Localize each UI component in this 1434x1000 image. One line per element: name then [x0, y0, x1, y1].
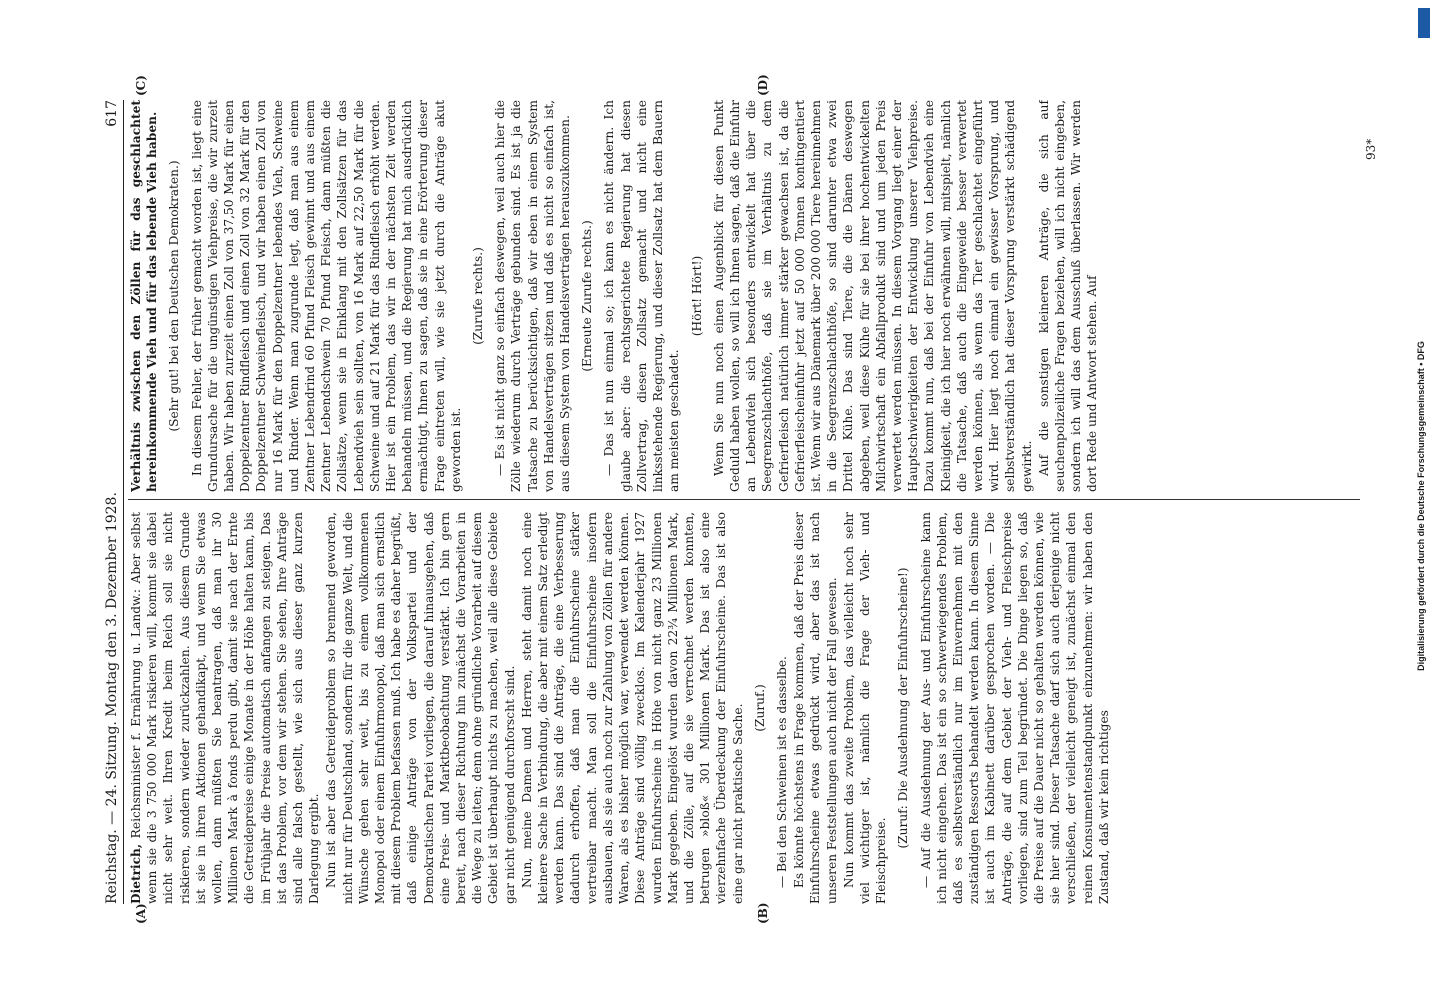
sidebar-credit — [1408, 6, 1434, 996]
paragraph: (Zuruf: Die Ausdehnung der Einfuhrscheine!) — [896, 567, 911, 849]
paragraph — [711, 100, 1035, 492]
paragraph: (Zurufe rechts.) — [471, 247, 486, 345]
margin-mark-d: (D) — [756, 74, 770, 96]
paragraph-text: Nun ist aber das Getreideproblem so brennend geworden, nicht nur für Deutschland, sondern für die ganze Welt, und die Wünsche gehen sehr weit, bis zu einem vollkommenen Monopol oder einem Einfuhrmonopol, daß man sich ernstlich mit diesem Problem befassen muß. Ich habe es daher begrüßt, daß einige Anträge von der Volkspartei und der Demokratischen Partei vorliegen, die darauf hinausgehen, daß eine Preis- und Marktbeobachtung verstärkt. Ich bin gern bereit, nach dieser Richtung hin zunächst die Vorarbeiten in die Wege zu leiten; denn ohne gründliche Vorarbeit auf diesem Gebiet ist überhaupt nichts zu machen, weil alle diese Gebiete gar nicht genügend durchforscht sind. — [324, 512, 517, 904]
paragraph — [519, 512, 746, 904]
paragraph — [841, 512, 890, 904]
paragraph — [774, 512, 790, 904]
running-title: Reichstag. — 24. Sitzung. Montag den 3. Dezember 1928. — [104, 492, 120, 904]
paragraph-text: Wenn Sie nun noch einen Augenblick für diesen Punkt Geduld haben wollen, so will ich Ihnen sagen, daß die Einfuhr an Lebendvieh sich besonders entwickelt hat über die Seegrenzschlachthöfe, daß sie im Verhältnis zu dem Gefrierfleisch natürlich immer stärker gewachsen ist, da die Gefrierfleischeinfuhr jetzt auf 50 000 Tonnen kontingentiert ist. Wenn wir aus Dänemark über 200 000 Tiere hereinnehmen in die Seegrenzschlachthöfe, so sind darunter etwa zwei Drittel Kühe. Das sind Tiere, die die Dänen deswegen abgeben, weil diese Kühe für sie bei ihrer hochentwickelten Milchwirtschaft ein Abfallprodukt sind und um jeden Preis verwertet werden müssen. In diesem Vorgang liegt einer der Hauptschwierigkeiten der Entwicklung unserer Viehpreise. Dazu kommt nun, daß bei der Einfuhr von Lebendvieh eine Kleinigkeit, die ich hier noch erwähnen will, mitspielt, nämlich die Tatsache, daß auch die Eingeweide besser verwertet werden können, als wenn das Tier geschlachtet eingeführt wird. Hier liegt noch einmal ein gewisser Vorsprung, und selbstverständlich hat dieser Vorsprung verstärkt schädigend gewirkt. — [711, 100, 1034, 492]
running-header — [96, 100, 124, 904]
paragraph-text: Es könnte höchstens in Frage kommen, daß der Preis dieser Einfuhrscheine etwas gedrückt wird, aber das ist nach unseren Feststellungen auch nicht der Fall gewesen. — [792, 512, 839, 904]
column-divider — [128, 499, 1360, 500]
bold-lead: Dietrich, — [129, 843, 143, 904]
left-column — [128, 512, 1360, 904]
page-number: 617 — [104, 100, 120, 127]
right-column — [128, 100, 1360, 492]
paragraph — [189, 100, 464, 492]
paragraph — [918, 512, 1112, 904]
paragraph: (Sehr gut! bei den Deutschen Demokraten.) — [167, 160, 182, 432]
paragraph — [128, 512, 322, 904]
paragraph-text: Nun kommt das zweite Problem, das vielleicht noch sehr viel wichtiger ist, nämlich die Frage der Vieh- und Fleischpreise. — [841, 512, 889, 904]
paragraph-text: Nun, meine Damen und Herren, steht damit noch eine kleinere Sache in Verbindung, die aber mit einem Satz erledigt werden kann. Das sind die Anträge, die eine Verbesserung dadurch erhoffen, daß man die Einfuhrscheine stärker vertreibar macht. Man soll die Einfuhrscheine insofern ausbauen, als sie auch noch zur Zahlung von Zöllen für andere Waren, als es bisher möglich war, verwendet werden können. Diese Anträge sind völlig zwecklos. Im Kalenderjahr 1927 wurden Einfuhrscheine in Höhe von nicht ganz 23 Millionen Mark gegeben. Eingelöst wurden davon 22¾ Millionen Mark, und die Zölle, auf die sie verrechnet werden konnten, betrugen »bloß« 301 Millionen Mark. Das ist also eine vierzehnfache Überdeckung der Einfuhrscheine. Das ist also eine gar nicht praktische Sache. — [519, 512, 745, 904]
paragraph — [492, 100, 573, 492]
margin-mark-c: (C) — [134, 75, 148, 96]
margin-mark-b: (B) — [756, 902, 770, 924]
catchword: 93* — [1364, 138, 1378, 160]
paragraph-text: — Bei den Schweinen ist es dasselbe. — [774, 656, 789, 888]
paragraph — [1036, 100, 1101, 492]
paragraph-text: Reichsminister f. Ernährung u. Landw.: Aber selbst wenn sie die 3 750 000 Mark riskieren will, kommt sie dabei nicht sehr weit. Ihren Kredit beim Reich soll sie nicht riskieren, sondern wieder zurückzahlen. Aus diesem Grunde ist sie in ihren Aktionen gehandikapt, und wenn Sie etwas wollen, dann müßten Sie beantragen, daß man ihr 30 Millionen Mark à fonds perdu gibt, damit sie nach der Ernte die Getreidepreise einige Monate in der Höhe halten kann, bis im Frühjahr die Preise automatisch anfangen zu steigen. Das ist das Problem, vor dem wir stehen. Sie sehen, Ihre Anträge sind alle falsch gestellt, wie sich aus dieser ganz kurzen Darlegung ergibt. — [129, 512, 322, 904]
paragraph-text: — Es ist nicht ganz so einfach deswegen, weil auch hier die Zölle wiederum durch Verträge gebunden sind. Es ist ja die Tatsache zu berücksichtigen, daß wir eben in einem System von Handelsverträgen sitzen und daß es nicht so einfach ist, aus diesem System von Handelsverträgen herauszukommen. — [493, 100, 573, 492]
credit-text: Digitalisierung gefördert durch die Deutsche Forschungsgemeinschaft • DFG — [1416, 341, 1426, 671]
paragraph: (Erneute Zurufe rechts.) — [580, 220, 595, 372]
margin-mark-a: (A) — [134, 903, 148, 924]
paragraph — [323, 512, 517, 904]
bold-lead: Verhältnis zwischen den Zöllen für das geschlachtet hereinkommende Vieh und für das lebende Vieh haben. — [129, 100, 160, 492]
paragraph — [128, 100, 160, 492]
paragraph: (Hört! Hört!) — [689, 255, 704, 337]
paragraph-text: — Das ist nun einmal so; ich kann es nicht ändern. Ich glaube aber: die rechtsgerichtete Regierung hat diesen Zollvertrag, diesen Zollsatz gemacht und nicht eine linksstehende Regierung, und dieser Zollsatz hat dem Bauern am meisten geschadet. — [602, 100, 682, 492]
paragraph-text: In diesem Fehler, der früher gemacht worden ist, liegt eine Grundursache für die ungünstigen Viehpreise, die wir zurzeit haben. Wir haben zurzeit einen Zoll von 37,50 Mark für einen Doppelzentner Rindfleisch und einen Zoll von 32 Mark für den Doppelzentner Schweinefleisch, und wir haben einen Zoll von nur 16 Mark für den Doppelzentner lebendes Vieh, Schweine und Rinder. Wenn man zugrunde legt, daß man aus einem Zentner Lebendrind 60 Pfund Fleisch gewinnt und aus einem Zentner Lebendschwein 70 Pfund Fleisch, dann müßten die Zollsätze, wenn sie in Einklang mit den Zollsätzen für das Lebendvieh sein sollten, von 16 Mark auf 22,50 Mark für die Schweine und auf 21 Mark für das Rindfleisch erhöht werden. Hier ist ein Problem, das wir in der nächsten Zeit werden behandeln müssen, und die Regierung hat mich ausdrücklich ermächtigt, Ihnen zu sagen, daß sie in eine Erörterung dieser Frage eintreten will, wie sie jetzt durch die Anträge akut geworden ist. — [189, 100, 463, 492]
paragraph-text: — Auf die Ausdehnung der Aus- und Einfuhrscheine kann ich nicht eingehen. Das ist ein so schwerwiegendes Problem, daß es selbstverständlich nur im Einvernehmen mit den zuständigen Ressorts behandelt werden kann. In diesem Sinne ist auch im Kabinett darüber gesprochen worden. — Die Anträge, die auf dem Gebiet der Vieh- und Fleischpreise vorliegen, sind zum Teil begründet. Die Dinge liegen so, daß die Preise auf die Dauer nicht so gehalten werden können, wie sie hier sind. Dieser Tatsache darf sich auch derjenige nicht verschließen, der vielleicht geneigt ist, zunächst einmal den reinen Konsumentenstandpunkt einzunehmen: wir haben den Zustand, daß wir kein richtiges — [918, 512, 1111, 904]
paragraph-text: Auf die sonstigen kleineren Anträge, die sich auf seuchenpolizeiliche Fragen beziehen, will ich nicht eingeben, sondern ich will das dem Ausschuß überlassen. Wir werden dort Rede und Antwort stehen. Auf — [1036, 100, 1100, 492]
paragraph: (Zuruf.) — [752, 684, 767, 732]
paragraph — [601, 100, 682, 492]
paragraph — [791, 512, 840, 904]
